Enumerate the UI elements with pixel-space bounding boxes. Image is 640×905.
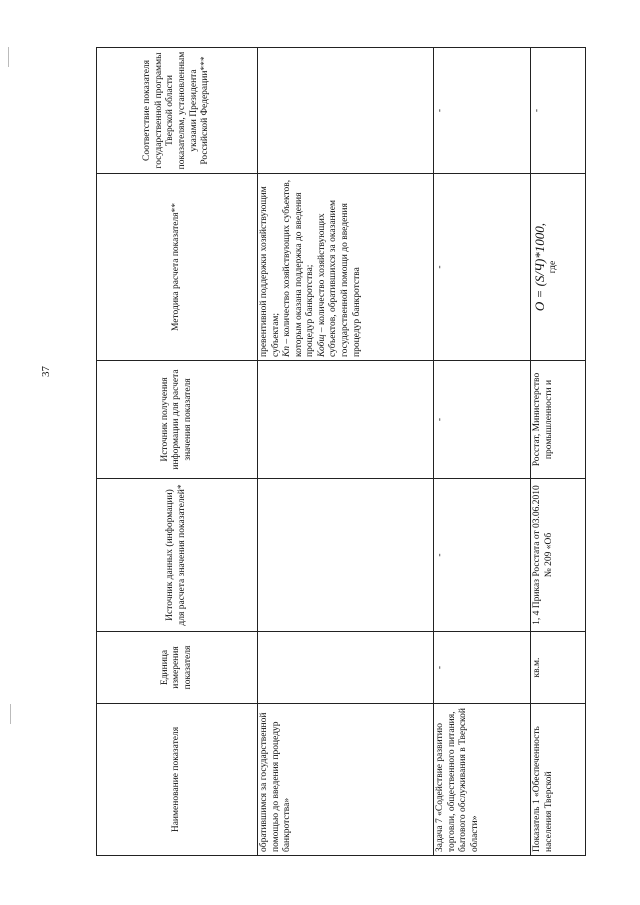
method-text: – количество хозяйствующих субъектов, которым оказана поддержка до введения процедур банкротства;: [282, 179, 316, 357]
cell-method: [531, 174, 586, 361]
header-unit: Единица измерения показателя: [97, 632, 258, 704]
table-row: [531, 48, 586, 856]
cell-unit: кв.м.: [531, 632, 586, 704]
table-header-row: [97, 48, 258, 856]
cell-data-source: [258, 479, 434, 632]
indicators-table: [96, 47, 586, 856]
cell-compliance: -: [434, 48, 531, 174]
method-text: превентивной поддержки хозяйствующим субъектам;: [259, 186, 281, 357]
cell-name: обратившимся за государственной помощью до введения процедур банкротства»: [258, 704, 434, 856]
cell-name: Задача 7 «Содействие развитию торговли, общественного питания, бытового обслуживания в Тверской области»: [434, 704, 531, 856]
cell-info-source: [258, 361, 434, 479]
cell-data-source: 1, 4 Приказ Росстата от 03.06.2010 № 209 «Об: [531, 479, 586, 632]
scan-margin-mark: [10, 704, 11, 724]
method-text: – количество хозяйствующих субъектов, обратившихся за оказанием государственной помощи до введения процедур банкротства: [316, 200, 362, 357]
page-number: 37: [40, 366, 52, 377]
cell-method: -: [434, 174, 531, 361]
scan-margin-mark: [8, 47, 9, 67]
cell-unit: -: [434, 632, 531, 704]
cell-compliance: [258, 48, 434, 174]
table-row: [258, 48, 434, 856]
header-compliance: Соответствие показателя государственной программы Тверской области показателям, установленным указами Президента Российской Федерации***: [97, 48, 258, 174]
cell-info-source: -: [434, 361, 531, 479]
rotated-table-wrapper: [96, 48, 601, 856]
header-info-source: Источник получения информации для расчета значения показателя: [97, 361, 258, 479]
table-row: [434, 48, 531, 856]
header-indicator-name: Наименование показателя: [97, 704, 258, 856]
cell-name: Показатель 1 «Обеспеченность населения Тверской: [531, 704, 586, 856]
header-data-source: Источник данных (информации) для расчета значения показателей*: [97, 479, 258, 632]
method-formula: О = (S/Ч)*1000,: [532, 222, 547, 312]
method-variable: Кобщ: [316, 334, 327, 357]
cell-compliance: -: [531, 48, 586, 174]
method-variable: Кп: [282, 345, 293, 357]
cell-data-source: -: [434, 479, 531, 632]
cell-info-source: Росстат, Министерство промышленности и: [531, 361, 586, 479]
header-calc-method: Методика расчета показателя**: [97, 174, 258, 361]
cell-method: [258, 174, 434, 361]
method-where: где: [547, 260, 558, 274]
cell-unit: [258, 632, 434, 704]
